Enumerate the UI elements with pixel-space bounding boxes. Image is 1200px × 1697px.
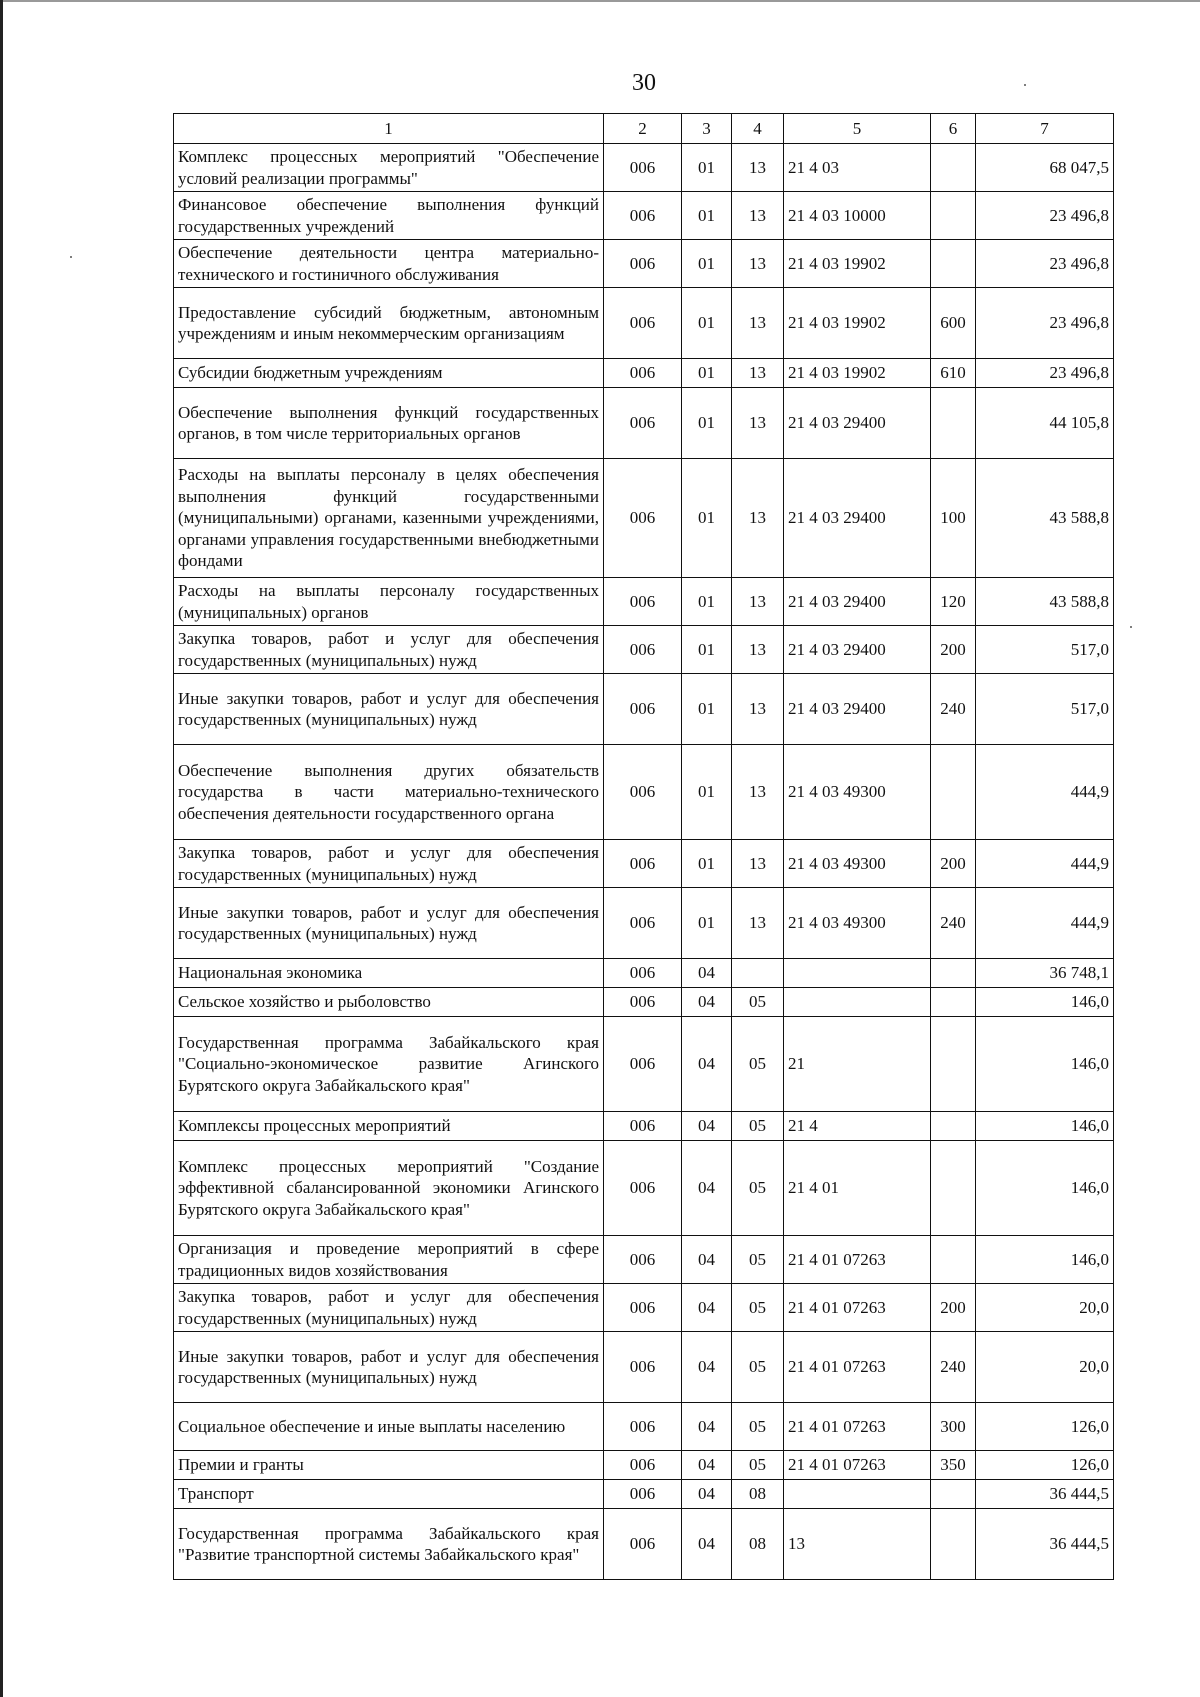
row-name-cell: Государственная программа Забайкальского края "Социально-экономическое развитие Агинского Бурятского округа Забайкальского края"	[174, 1017, 604, 1112]
row-name-cell: Закупка товаров, работ и услуг для обеспечения государственных (муниципальных) нужд	[174, 1284, 604, 1332]
section-cell: 04	[682, 1509, 732, 1580]
table-row	[174, 840, 1114, 888]
expense-type-cell: 200	[931, 626, 976, 674]
amount-cell: 444,9	[976, 888, 1114, 959]
row-name-cell: Субсидии бюджетным учреждениям	[174, 359, 604, 388]
target-article-cell: 21 4 03 29400	[784, 388, 931, 459]
table-row	[174, 674, 1114, 745]
expense-type-cell: 200	[931, 840, 976, 888]
amount-cell: 36 444,5	[976, 1480, 1114, 1509]
expense-type-cell	[931, 192, 976, 240]
expense-type-cell: 610	[931, 359, 976, 388]
row-name-cell: Иные закупки товаров, работ и услуг для обеспечения государственных (муниципальных) нужд	[174, 674, 604, 745]
row-name-cell: Премии и гранты	[174, 1451, 604, 1480]
table-row	[174, 192, 1114, 240]
amount-cell: 20,0	[976, 1284, 1114, 1332]
section-cell: 01	[682, 288, 732, 359]
admin-code-cell: 006	[604, 459, 682, 578]
subsection-cell: 05	[732, 1236, 784, 1284]
section-cell: 04	[682, 959, 732, 988]
subsection-cell: 13	[732, 288, 784, 359]
subsection-cell: 05	[732, 1141, 784, 1236]
subsection-cell: 13	[732, 626, 784, 674]
target-article-cell	[784, 1480, 931, 1509]
admin-code-cell: 006	[604, 1017, 682, 1112]
expense-type-cell	[931, 240, 976, 288]
row-name-cell: Сельское хозяйство и рыболовство	[174, 988, 604, 1017]
table-row	[174, 959, 1114, 988]
row-name-cell: Обеспечение деятельности центра материально-технического и гостиничного обслуживания	[174, 240, 604, 288]
admin-code-cell: 006	[604, 1141, 682, 1236]
admin-code-cell: 006	[604, 240, 682, 288]
amount-cell: 36 748,1	[976, 959, 1114, 988]
subsection-cell: 13	[732, 359, 784, 388]
subsection-cell: 13	[732, 144, 784, 192]
section-cell: 04	[682, 1236, 732, 1284]
expense-type-cell: 240	[931, 1332, 976, 1403]
scan-edge-left	[0, 0, 3, 1697]
subsection-cell: 05	[732, 1403, 784, 1451]
amount-cell: 517,0	[976, 674, 1114, 745]
table-body	[174, 144, 1114, 1580]
expense-type-cell: 100	[931, 459, 976, 578]
table-row	[174, 240, 1114, 288]
admin-code-cell: 006	[604, 359, 682, 388]
subsection-cell: 13	[732, 388, 784, 459]
subsection-cell: 08	[732, 1509, 784, 1580]
section-cell: 01	[682, 144, 732, 192]
amount-cell: 36 444,5	[976, 1509, 1114, 1580]
target-article-cell: 21 4	[784, 1112, 931, 1141]
subsection-cell: 05	[732, 1284, 784, 1332]
expense-type-cell: 200	[931, 1284, 976, 1332]
admin-code-cell: 006	[604, 840, 682, 888]
subsection-cell: 13	[732, 674, 784, 745]
subsection-cell: 13	[732, 192, 784, 240]
section-cell: 01	[682, 626, 732, 674]
scan-speck	[1130, 626, 1132, 628]
header-cell: 7	[976, 114, 1114, 144]
row-name-cell: Социальное обеспечение и иные выплаты населению	[174, 1403, 604, 1451]
table-row	[174, 388, 1114, 459]
section-cell: 04	[682, 1451, 732, 1480]
subsection-cell: 05	[732, 1017, 784, 1112]
target-article-cell: 21 4 03 49300	[784, 840, 931, 888]
expense-type-cell	[931, 144, 976, 192]
amount-cell: 126,0	[976, 1403, 1114, 1451]
section-cell: 04	[682, 1332, 732, 1403]
admin-code-cell: 006	[604, 1236, 682, 1284]
section-cell: 01	[682, 745, 732, 840]
table-row	[174, 1284, 1114, 1332]
target-article-cell: 21 4 01 07263	[784, 1236, 931, 1284]
admin-code-cell: 006	[604, 1112, 682, 1141]
table-row	[174, 626, 1114, 674]
section-cell: 01	[682, 888, 732, 959]
row-name-cell: Транспорт	[174, 1480, 604, 1509]
expense-type-cell	[931, 1236, 976, 1284]
header-cell: 5	[784, 114, 931, 144]
header-cell: 3	[682, 114, 732, 144]
header-cell: 6	[931, 114, 976, 144]
table-row	[174, 459, 1114, 578]
table-row	[174, 888, 1114, 959]
target-article-cell	[784, 988, 931, 1017]
header-cell: 1	[174, 114, 604, 144]
row-name-cell: Обеспечение выполнения функций государственных органов, в том числе территориальных органов	[174, 388, 604, 459]
subsection-cell: 05	[732, 1332, 784, 1403]
table-row	[174, 1236, 1114, 1284]
expense-type-cell: 300	[931, 1403, 976, 1451]
amount-cell: 146,0	[976, 988, 1114, 1017]
table-row	[174, 1017, 1114, 1112]
row-name-cell: Предоставление субсидий бюджетным, автономным учреждениям и иным некоммерческим организациям	[174, 288, 604, 359]
amount-cell: 146,0	[976, 1017, 1114, 1112]
section-cell: 04	[682, 1284, 732, 1332]
admin-code-cell: 006	[604, 1284, 682, 1332]
amount-cell: 444,9	[976, 745, 1114, 840]
budget-table	[173, 113, 1114, 1580]
target-article-cell: 21 4 01	[784, 1141, 931, 1236]
target-article-cell: 21 4 03 29400	[784, 459, 931, 578]
section-cell: 01	[682, 388, 732, 459]
admin-code-cell: 006	[604, 1403, 682, 1451]
row-name-cell: Комплекс процессных мероприятий "Создание эффективной сбалансированной экономики Агинского Бурятского округа Забайкальского края"	[174, 1141, 604, 1236]
row-name-cell: Обеспечение выполнения других обязательств государства в части материально-технического обеспечения деятельности государственного органа	[174, 745, 604, 840]
section-cell: 04	[682, 1480, 732, 1509]
amount-cell: 146,0	[976, 1236, 1114, 1284]
target-article-cell: 21 4 03 29400	[784, 674, 931, 745]
admin-code-cell: 006	[604, 1332, 682, 1403]
row-name-cell: Комплексы процессных мероприятий	[174, 1112, 604, 1141]
subsection-cell: 13	[732, 888, 784, 959]
subsection-cell: 13	[732, 745, 784, 840]
target-article-cell: 21 4 03 29400	[784, 626, 931, 674]
expense-type-cell	[931, 1017, 976, 1112]
amount-cell: 23 496,8	[976, 240, 1114, 288]
admin-code-cell: 006	[604, 1509, 682, 1580]
target-article-cell: 21 4 03 29400	[784, 578, 931, 626]
section-cell: 01	[682, 840, 732, 888]
target-article-cell: 13	[784, 1509, 931, 1580]
table-row	[174, 578, 1114, 626]
amount-cell: 43 588,8	[976, 459, 1114, 578]
section-cell: 01	[682, 240, 732, 288]
row-name-cell: Закупка товаров, работ и услуг для обеспечения государственных (муниципальных) нужд	[174, 626, 604, 674]
table-row	[174, 1332, 1114, 1403]
admin-code-cell: 006	[604, 674, 682, 745]
admin-code-cell: 006	[604, 578, 682, 626]
target-article-cell: 21 4 03 49300	[784, 745, 931, 840]
header-cell: 4	[732, 114, 784, 144]
amount-cell: 517,0	[976, 626, 1114, 674]
expense-type-cell	[931, 1141, 976, 1236]
subsection-cell: 13	[732, 840, 784, 888]
section-cell: 04	[682, 1141, 732, 1236]
expense-type-cell	[931, 388, 976, 459]
target-article-cell: 21 4 03 10000	[784, 192, 931, 240]
table-row	[174, 1451, 1114, 1480]
header-cell: 2	[604, 114, 682, 144]
admin-code-cell: 006	[604, 988, 682, 1017]
target-article-cell: 21 4 01 07263	[784, 1332, 931, 1403]
subsection-cell	[732, 959, 784, 988]
target-article-cell: 21 4 03 19902	[784, 288, 931, 359]
target-article-cell: 21 4 01 07263	[784, 1403, 931, 1451]
amount-cell: 44 105,8	[976, 388, 1114, 459]
section-cell: 04	[682, 1017, 732, 1112]
section-cell: 01	[682, 359, 732, 388]
subsection-cell: 13	[732, 240, 784, 288]
admin-code-cell: 006	[604, 1451, 682, 1480]
table-row	[174, 288, 1114, 359]
page-number: 30	[632, 70, 656, 96]
subsection-cell: 05	[732, 1451, 784, 1480]
section-cell: 01	[682, 459, 732, 578]
target-article-cell: 21 4 01 07263	[784, 1284, 931, 1332]
amount-cell: 20,0	[976, 1332, 1114, 1403]
target-article-cell: 21 4 03	[784, 144, 931, 192]
amount-cell: 23 496,8	[976, 359, 1114, 388]
expense-type-cell: 240	[931, 888, 976, 959]
target-article-cell: 21 4 03 49300	[784, 888, 931, 959]
subsection-cell: 13	[732, 578, 784, 626]
section-cell: 04	[682, 1112, 732, 1141]
row-name-cell: Организация и проведение мероприятий в сфере традиционных видов хозяйствования	[174, 1236, 604, 1284]
section-cell: 01	[682, 674, 732, 745]
scan-edge-top	[0, 0, 1200, 2]
admin-code-cell: 006	[604, 745, 682, 840]
subsection-cell: 05	[732, 988, 784, 1017]
expense-type-cell	[931, 959, 976, 988]
admin-code-cell: 006	[604, 144, 682, 192]
admin-code-cell: 006	[604, 888, 682, 959]
expense-type-cell: 350	[931, 1451, 976, 1480]
admin-code-cell: 006	[604, 959, 682, 988]
scan-speck	[70, 256, 72, 258]
amount-cell: 126,0	[976, 1451, 1114, 1480]
table-row	[174, 1509, 1114, 1580]
target-article-cell: 21	[784, 1017, 931, 1112]
amount-cell: 68 047,5	[976, 144, 1114, 192]
amount-cell: 146,0	[976, 1112, 1114, 1141]
amount-cell: 23 496,8	[976, 192, 1114, 240]
expense-type-cell	[931, 1509, 976, 1580]
admin-code-cell: 006	[604, 626, 682, 674]
table-row	[174, 1112, 1114, 1141]
section-cell: 01	[682, 192, 732, 240]
table-row	[174, 1403, 1114, 1451]
admin-code-cell: 006	[604, 388, 682, 459]
table-row	[174, 745, 1114, 840]
table-row	[174, 1141, 1114, 1236]
subsection-cell: 08	[732, 1480, 784, 1509]
amount-cell: 43 588,8	[976, 578, 1114, 626]
row-name-cell: Иные закупки товаров, работ и услуг для обеспечения государственных (муниципальных) нужд	[174, 888, 604, 959]
target-article-cell: 21 4 03 19902	[784, 359, 931, 388]
expense-type-cell: 120	[931, 578, 976, 626]
admin-code-cell: 006	[604, 1480, 682, 1509]
target-article-cell	[784, 959, 931, 988]
section-cell: 04	[682, 1403, 732, 1451]
row-name-cell: Расходы на выплаты персоналу государственных (муниципальных) органов	[174, 578, 604, 626]
amount-cell: 146,0	[976, 1141, 1114, 1236]
subsection-cell: 05	[732, 1112, 784, 1141]
subsection-cell: 13	[732, 459, 784, 578]
admin-code-cell: 006	[604, 192, 682, 240]
header-row	[174, 114, 1114, 144]
amount-cell: 444,9	[976, 840, 1114, 888]
row-name-cell: Расходы на выплаты персоналу в целях обеспечения выполнения функций государственными (муниципальными) органами, казенными учреждениями, органами управления государственными внебюджетными фондами	[174, 459, 604, 578]
table-row	[174, 359, 1114, 388]
row-name-cell: Закупка товаров, работ и услуг для обеспечения государственных (муниципальных) нужд	[174, 840, 604, 888]
row-name-cell: Иные закупки товаров, работ и услуг для обеспечения государственных (муниципальных) нужд	[174, 1332, 604, 1403]
row-name-cell: Комплекс процессных мероприятий "Обеспечение условий реализации программы"	[174, 144, 604, 192]
row-name-cell: Финансовое обеспечение выполнения функций государственных учреждений	[174, 192, 604, 240]
table-row	[174, 144, 1114, 192]
target-article-cell: 21 4 03 19902	[784, 240, 931, 288]
expense-type-cell: 600	[931, 288, 976, 359]
expense-type-cell	[931, 988, 976, 1017]
target-article-cell: 21 4 01 07263	[784, 1451, 931, 1480]
table-row	[174, 1480, 1114, 1509]
expense-type-cell	[931, 745, 976, 840]
table-row	[174, 988, 1114, 1017]
admin-code-cell: 006	[604, 288, 682, 359]
expense-type-cell	[931, 1112, 976, 1141]
section-cell: 01	[682, 578, 732, 626]
amount-cell: 23 496,8	[976, 288, 1114, 359]
row-name-cell: Национальная экономика	[174, 959, 604, 988]
expense-type-cell	[931, 1480, 976, 1509]
section-cell: 04	[682, 988, 732, 1017]
expense-type-cell: 240	[931, 674, 976, 745]
row-name-cell: Государственная программа Забайкальского края "Развитие транспортной системы Забайкальского края"	[174, 1509, 604, 1580]
